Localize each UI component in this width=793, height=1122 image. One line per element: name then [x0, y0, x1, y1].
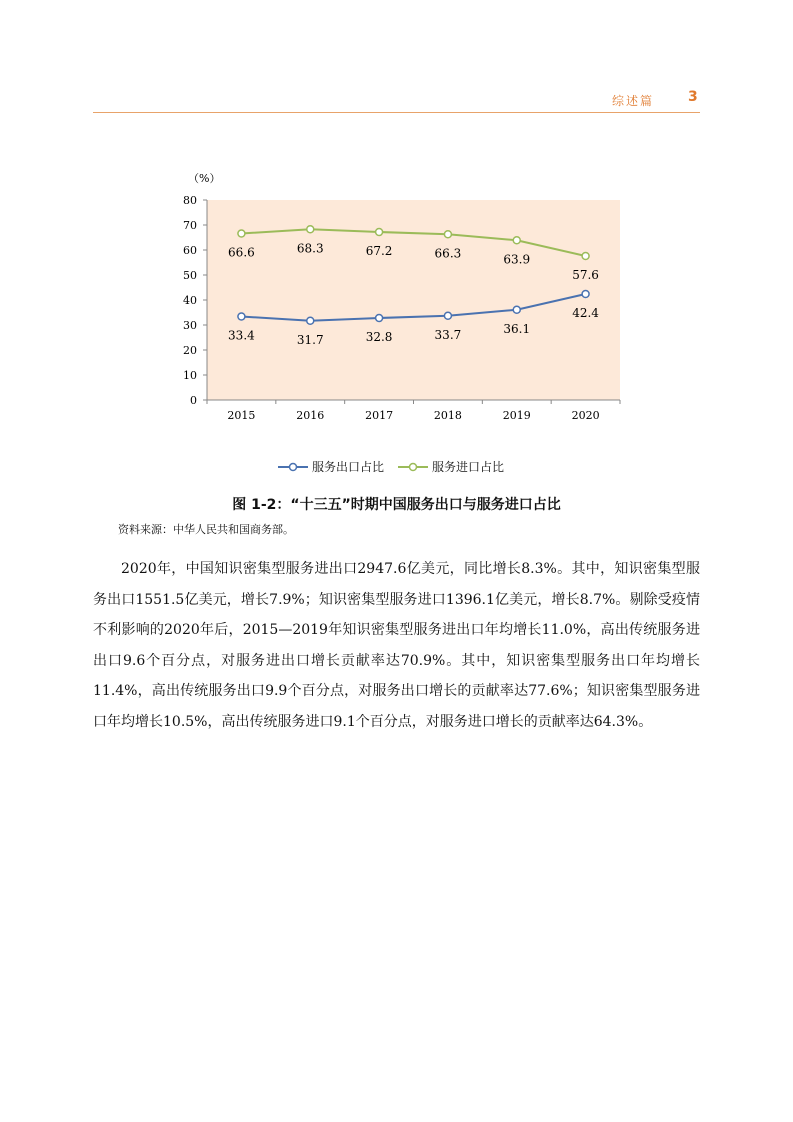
data-label-1: 63.9	[503, 252, 531, 267]
x-tick-label: 2015	[227, 409, 256, 422]
data-point-1	[238, 230, 245, 237]
legend-marker-import	[398, 462, 428, 472]
page-number: 3	[688, 89, 698, 105]
body-paragraph: 2020年，中国知识密集型服务进出口2947.6亿美元，同比增长8.3%。其中，知识密集型服务出口1551.5亿美元，增长7.9%；知识密集型服务进口1396.1亿美元，增长8.7%。剔除受疫情不利影响的2020年后，2015—2019年知识密集型服务进出口年均增长11.0%，高出传统服务进出口9.6个百分点，对服务进出口增长贡献率达70.9%。其中，知识密集型服务出口年均增长11.4%，高出传统服务出口9.9个百分点，对服务出口增长的贡献率达77.6%；知识密集型服务进口年均增长10.5%，高出传统服务进口9.1个百分点，对服务进口增长的贡献率达64.3%。	[93, 561, 700, 730]
data-label-0: 32.8	[365, 330, 393, 344]
figure-caption: 图 1-2：“十三五”时期中国服务出口与服务进口占比	[232, 497, 561, 513]
section-title: 综述篇	[612, 94, 655, 108]
data-label-0: 42.4	[572, 306, 599, 320]
legend-item-export	[278, 458, 384, 475]
y-axis-unit-label: （%）	[188, 172, 221, 185]
data-point-0	[238, 313, 245, 320]
legend-label-export: 服务出口占比	[312, 460, 385, 474]
y-tick-label: 10	[183, 369, 197, 382]
data-point-1	[582, 253, 589, 260]
legend-label-import: 服务进口占比	[432, 460, 505, 474]
data-label-1: 67.2	[365, 244, 393, 258]
data-point-1	[376, 229, 383, 236]
y-tick-label: 70	[183, 219, 197, 232]
y-tick-label: 30	[183, 319, 197, 332]
legend-item-import	[398, 458, 504, 475]
chart-legend	[278, 458, 504, 475]
x-tick-label: 2020	[571, 409, 600, 422]
x-tick-label: 2018	[433, 409, 462, 422]
data-point-1	[307, 226, 314, 233]
x-tick-label: 2017	[365, 409, 394, 422]
data-point-0	[376, 315, 383, 322]
legend-marker-export	[278, 462, 308, 472]
data-point-1	[444, 231, 451, 238]
data-label-1: 57.6	[572, 268, 599, 282]
data-point-0	[444, 312, 451, 319]
data-label-0: 36.1	[503, 321, 531, 336]
data-label-1: 66.6	[228, 245, 255, 260]
x-tick-label: 2019	[502, 409, 531, 422]
header-divider	[93, 112, 700, 113]
x-tick-label: 2016	[296, 409, 325, 422]
data-label-0: 33.4	[228, 328, 255, 343]
data-label-0: 33.7	[434, 327, 462, 342]
data-point-0	[582, 291, 589, 298]
y-tick-label: 60	[183, 244, 197, 257]
data-label-1: 66.3	[434, 246, 462, 261]
y-tick-label: 80	[183, 194, 197, 207]
y-tick-label: 0	[190, 394, 197, 407]
y-tick-label: 50	[183, 269, 197, 282]
data-label-0: 31.7	[296, 332, 324, 347]
data-point-1	[513, 237, 520, 244]
data-point-0	[513, 306, 520, 313]
line-chart	[150, 160, 640, 435]
y-tick-label: 40	[183, 294, 197, 307]
data-label-1: 68.3	[296, 241, 324, 256]
data-point-0	[307, 317, 314, 324]
y-tick-label: 20	[183, 344, 197, 357]
figure-source: 资料来源：中华人民共和国商务部。	[118, 523, 294, 536]
